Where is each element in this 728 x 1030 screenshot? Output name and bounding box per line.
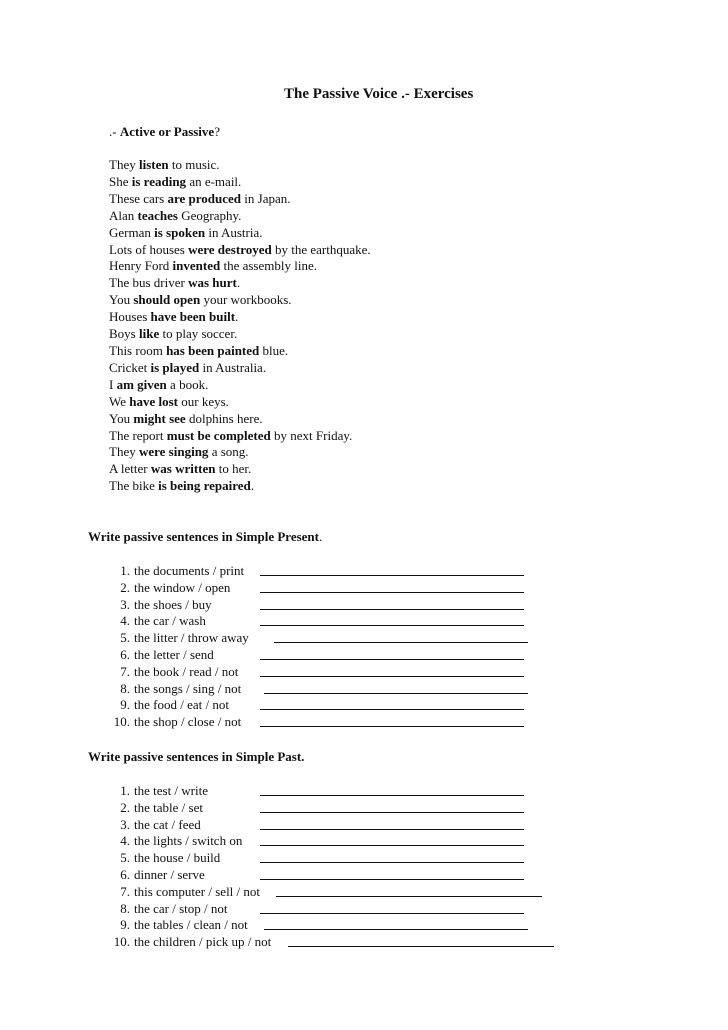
sentence-line (109, 242, 371, 259)
exercise-item (106, 563, 249, 580)
sentence-line (109, 343, 371, 360)
verb-phrase: have lost (129, 393, 178, 409)
answer-line[interactable] (274, 642, 528, 643)
verb-phrase: has been painted (166, 342, 260, 358)
answer-line[interactable] (260, 592, 524, 593)
exercise-item (106, 681, 249, 698)
item-number: 2. (120, 799, 130, 815)
verb-phrase: should open (133, 292, 201, 308)
item-prompt: the window / open (134, 579, 231, 595)
item-number: 8. (120, 900, 130, 916)
simple-present-exercise-list (106, 563, 249, 731)
item-number: 7. (120, 883, 130, 899)
answer-line[interactable] (260, 862, 524, 863)
item-number: 1. (120, 563, 130, 578)
sentence-line (109, 377, 371, 394)
verb-phrase: is played (150, 359, 200, 375)
item-prompt: the letter / send (134, 646, 214, 662)
sentence-line (109, 411, 371, 428)
answer-line[interactable] (260, 726, 524, 727)
item-prompt: the tables / clean / not (134, 917, 248, 933)
item-prompt: the documents / print (134, 563, 245, 578)
verb-phrase: were singing (138, 444, 209, 460)
item-prompt: the shoes / buy (134, 596, 212, 612)
sentence-line (109, 275, 371, 292)
simple-past-heading: Write passive sentences in Simple Past. (88, 749, 305, 764)
item-number: 3. (120, 816, 130, 832)
answer-line[interactable] (264, 693, 528, 694)
active-passive-suffix: ? (214, 124, 220, 139)
item-prompt: the car / stop / not (134, 900, 228, 916)
item-prompt: the house / build (134, 850, 221, 866)
verb-phrase: am given (116, 376, 167, 392)
answer-line[interactable] (260, 625, 524, 626)
answer-line[interactable] (260, 812, 524, 813)
sentence-line (109, 225, 371, 242)
answer-line[interactable] (260, 913, 524, 914)
exercise-item (106, 917, 271, 934)
sentence-line (109, 309, 371, 326)
verb-phrase: invented (172, 258, 221, 274)
sentence-text: Alan (109, 207, 138, 223)
item-prompt: this computer / sell / not (134, 883, 261, 899)
item-number: 9. (120, 917, 130, 933)
verb-phrase: were destroyed (188, 241, 272, 257)
item-number: 5. (120, 630, 130, 646)
sentence-text: . (250, 478, 255, 494)
simple-present-heading (88, 529, 322, 545)
exercise-item (106, 580, 249, 597)
sentence-line (109, 444, 371, 461)
exercise-item (106, 647, 249, 664)
sentence-line (109, 157, 371, 174)
item-number: 3. (120, 596, 130, 612)
item-prompt: the songs / sing / not (134, 680, 242, 696)
sentence-text: Cricket (109, 359, 151, 375)
exercise-item (106, 613, 249, 630)
answer-line[interactable] (260, 795, 524, 796)
exercise-item (106, 800, 271, 817)
exercise-item (106, 817, 271, 834)
sentence-text: to her. (215, 461, 252, 477)
exercise-item (106, 884, 271, 901)
sentence-text: in Japan. (241, 190, 291, 206)
active-passive-heading-text: Active or Passive (119, 124, 215, 139)
sentence-text: I (109, 376, 117, 392)
verb-phrase: are produced (167, 190, 242, 206)
item-number: 5. (120, 850, 130, 866)
exercise-item (106, 934, 271, 951)
sentence-text: They (109, 444, 139, 460)
verb-phrase: might see (133, 410, 186, 426)
exercise-item (106, 833, 271, 850)
sentence-text: by next Friday. (270, 427, 353, 443)
item-prompt: the cat / feed (134, 816, 201, 832)
item-prompt: the food / eat / not (134, 697, 229, 713)
sentence-line (109, 461, 371, 478)
sentence-text: . (236, 275, 241, 291)
sentence-line (109, 428, 371, 445)
sentence-text: They (109, 157, 139, 172)
sentence-text: an e-mail. (186, 173, 242, 189)
sentence-text: a song. (208, 444, 249, 460)
answer-line[interactable] (260, 879, 524, 880)
sentence-line (109, 394, 371, 411)
answer-line[interactable] (288, 946, 554, 947)
sentence-text: You (109, 292, 134, 308)
sentence-text: our keys. (178, 393, 229, 409)
sentence-text: You (109, 410, 134, 426)
verb-phrase: was written (150, 461, 216, 477)
sentence-text: your workbooks. (200, 292, 292, 308)
sentence-text: The bus driver (109, 275, 189, 291)
simple-present-heading-text: Write passive sentences in Simple Present (88, 529, 319, 544)
answer-line[interactable] (260, 845, 524, 846)
simple-present-heading-suffix: . (318, 529, 323, 544)
verb-phrase: must be completed (166, 427, 271, 443)
active-passive-prefix: .- (109, 124, 120, 139)
exercise-item (106, 664, 249, 681)
answer-line[interactable] (260, 609, 524, 610)
item-number: 10. (113, 934, 130, 950)
item-prompt: the test / write (134, 783, 209, 798)
exercise-item (106, 901, 271, 918)
verb-phrase: is being repaired (158, 478, 251, 494)
exercise-item (106, 597, 249, 614)
sentence-line (109, 360, 371, 377)
item-prompt: the car / wash (134, 613, 206, 629)
sentence-text: This room (109, 342, 167, 358)
answer-line[interactable] (260, 709, 524, 710)
sentence-text: We (109, 393, 130, 409)
sentence-text: These cars (109, 190, 168, 206)
active-passive-heading (109, 124, 220, 140)
exercise-item (106, 867, 271, 884)
item-number: 6. (120, 866, 130, 882)
answer-line[interactable] (276, 896, 542, 897)
sentence-line (109, 292, 371, 309)
exercise-item (106, 697, 249, 714)
exercise-item (106, 714, 249, 731)
sentence-line (109, 174, 371, 191)
item-number: 4. (120, 833, 130, 849)
item-prompt: the litter / throw away (134, 630, 249, 646)
sentence-text: to music. (168, 157, 220, 172)
item-prompt: the table / set (134, 799, 203, 815)
sentence-text: A letter (109, 461, 151, 477)
sentence-line (109, 208, 371, 225)
item-number: 6. (120, 646, 130, 662)
item-number: 9. (120, 697, 130, 713)
item-prompt: dinner / serve (134, 866, 205, 882)
verb-phrase: teaches (137, 207, 178, 223)
item-number: 4. (120, 613, 130, 629)
simple-past-exercise-list (106, 783, 271, 951)
answer-line[interactable] (264, 929, 528, 930)
exercise-item (106, 850, 271, 867)
sentence-line (109, 191, 371, 208)
sentence-text: Boys (109, 326, 139, 342)
sentence-line (109, 326, 371, 343)
sentence-text: dolphins here. (185, 410, 263, 426)
sentence-text: a book. (166, 376, 209, 392)
verb-phrase: is reading (131, 173, 187, 189)
item-prompt: the lights / switch on (134, 833, 243, 849)
verb-phrase: is spoken (154, 224, 206, 240)
sentence-text: by the earthquake. (271, 241, 371, 257)
sentence-text: blue. (259, 342, 289, 358)
answer-line[interactable] (260, 575, 524, 576)
verb-phrase: was hurt (188, 275, 237, 291)
exercise-item (106, 630, 249, 647)
item-number: 10. (113, 714, 130, 730)
sentence-text: Houses (109, 309, 151, 325)
verb-phrase: have been built (150, 309, 236, 325)
sentence-text: in Austria. (205, 224, 263, 240)
sentence-text: Henry Ford (109, 258, 173, 274)
item-prompt: the book / read / not (134, 663, 239, 679)
active-passive-sentence-list (109, 157, 371, 495)
item-prompt: the shop / close / not (134, 714, 242, 730)
sentence-line (109, 258, 371, 275)
sentence-text: Geography. (177, 207, 242, 223)
sentence-text: The bike (109, 478, 159, 494)
answer-line[interactable] (260, 676, 524, 677)
item-number: 1. (120, 783, 130, 798)
sentence-text: She (109, 173, 132, 189)
sentence-line (109, 478, 371, 495)
item-number: 2. (120, 579, 130, 595)
sentence-text: the assembly line. (220, 258, 317, 274)
verb-phrase: listen (138, 157, 169, 172)
answer-line[interactable] (260, 829, 524, 830)
answer-line[interactable] (260, 659, 524, 660)
sentence-text: German (109, 224, 155, 240)
item-number: 7. (120, 663, 130, 679)
item-prompt: the children / pick up / not (134, 934, 272, 950)
sentence-text: to play soccer. (159, 326, 238, 342)
sentence-text: The report (109, 427, 167, 443)
verb-phrase: like (138, 326, 160, 342)
sentence-text: . (235, 309, 239, 325)
sentence-text: Lots of houses (109, 241, 189, 257)
exercise-item (106, 783, 271, 800)
item-number: 8. (120, 680, 130, 696)
page-title: The Passive Voice .- Exercises (284, 86, 474, 102)
sentence-text: in Australia. (199, 359, 267, 375)
